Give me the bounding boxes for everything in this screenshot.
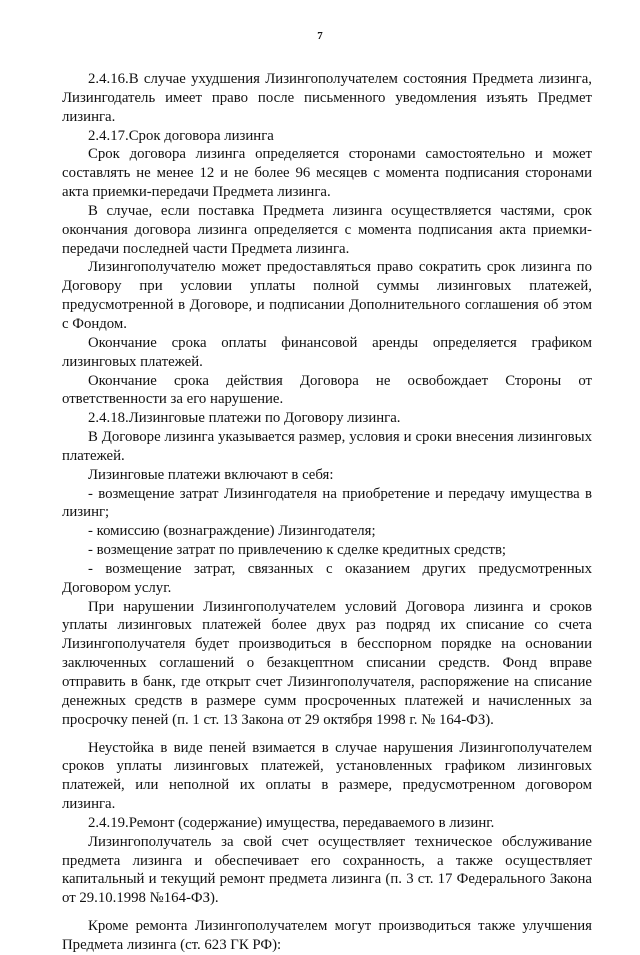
paragraph: При нарушении Лизингополучателем условий Договора лизинга и сроков уплаты лизинговых платежей более двух раз подряд их списание со счета Лизингополучателя будет производиться в бесспорном порядке на основании заключенных соглашений о безакцептном списании средств. Фонд вправе отправить в банк, где открыт счет Лизингополучателя, распоряжение на списание денежных средств в размере сумм просроченных платежей и начисленных за просрочку пеней (п. 1 ст. 13 Закона от 29 октября 1998 г. № 164-ФЗ).: [62, 598, 592, 728]
list-item: - возмещение затрат Лизингодателя на приобретение и передачу имущества в лизинг;: [62, 485, 592, 521]
list-item: - комиссию (вознаграждение) Лизингодателя;: [88, 523, 376, 540]
heading-2-4-19: 2.4.19.Ремонт (содержание) имущества, передаваемого в лизинг.: [88, 814, 495, 831]
list-item: - возмещение затрат, связанных с оказанием других предусмотренных Договором услуг.: [62, 560, 592, 596]
paragraph: Лизинговые платежи включают в себя:: [88, 466, 334, 483]
paragraph: Лизингополучателю может предоставляться право сократить срок лизинга по Договору при условии уплаты полной суммы лизинговых платежей, предусмотренной в Договоре, и подписании Дополнительного соглашения об этом с Фондом.: [62, 259, 592, 332]
paragraph: Лизингополучатель за свой счет осуществляет техническое обслуживание предмета лизинга и обеспечивает его сохранность, а также осуществляет капитальный и текущий ремонт предмета лизинга (п. 3 ст. 17 Федерального Закона от 29.10.1998 №164-ФЗ).: [62, 833, 592, 907]
paragraph: В случае, если поставка Предмета лизинга осуществляется частями, срок окончания договора лизинга определяется с момента подписания акта приемки-передачи последней части Предмета лизинга.: [62, 202, 592, 257]
paragraph: В Договоре лизинга указывается размер, условия и сроки внесения лизинговых платежей.: [62, 429, 592, 464]
paragraph: Срок договора лизинга определяется сторонами самостоятельно и может составлять не менее 12 и не более 96 месяцев с момента подписания сторонами акта приемки-передачи Предмета лизинга.: [62, 146, 592, 201]
document-body: [62, 70, 592, 955]
paragraph: Окончание срока действия Договора не освобождает Стороны от ответственности за его нарушение.: [62, 372, 592, 408]
page-number: 7: [317, 30, 323, 42]
paragraph: Неустойка в виде пеней взимается в случае нарушения Лизингополучателем сроков уплаты лизинговых платежей, установленных графиком лизинговых платежей, или неполной их оплаты в размере, предусмотренном договором лизинга.: [62, 739, 592, 813]
paragraph-2-4-16: 2.4.16.В случае ухудшения Лизингополучателем состояния Предмета лизинга, Лизингодатель имеет право после письменного уведомления изъять Предмет лизинга.: [62, 71, 592, 125]
heading-2-4-18: 2.4.18.Лизинговые платежи по Договору лизинга.: [88, 410, 401, 427]
list-item: - возмещение затрат по привлечению к сделке кредитных средств;: [88, 542, 507, 559]
paragraph: Окончание срока оплаты финансовой аренды определяется графиком лизинговых платежей.: [62, 334, 592, 370]
heading-2-4-17: 2.4.17.Срок договора лизинга: [88, 127, 274, 144]
paragraph: Кроме ремонта Лизингополучателем могут производиться также улучшения Предмета лизинга (ст. 623 ГК РФ):: [62, 918, 592, 953]
